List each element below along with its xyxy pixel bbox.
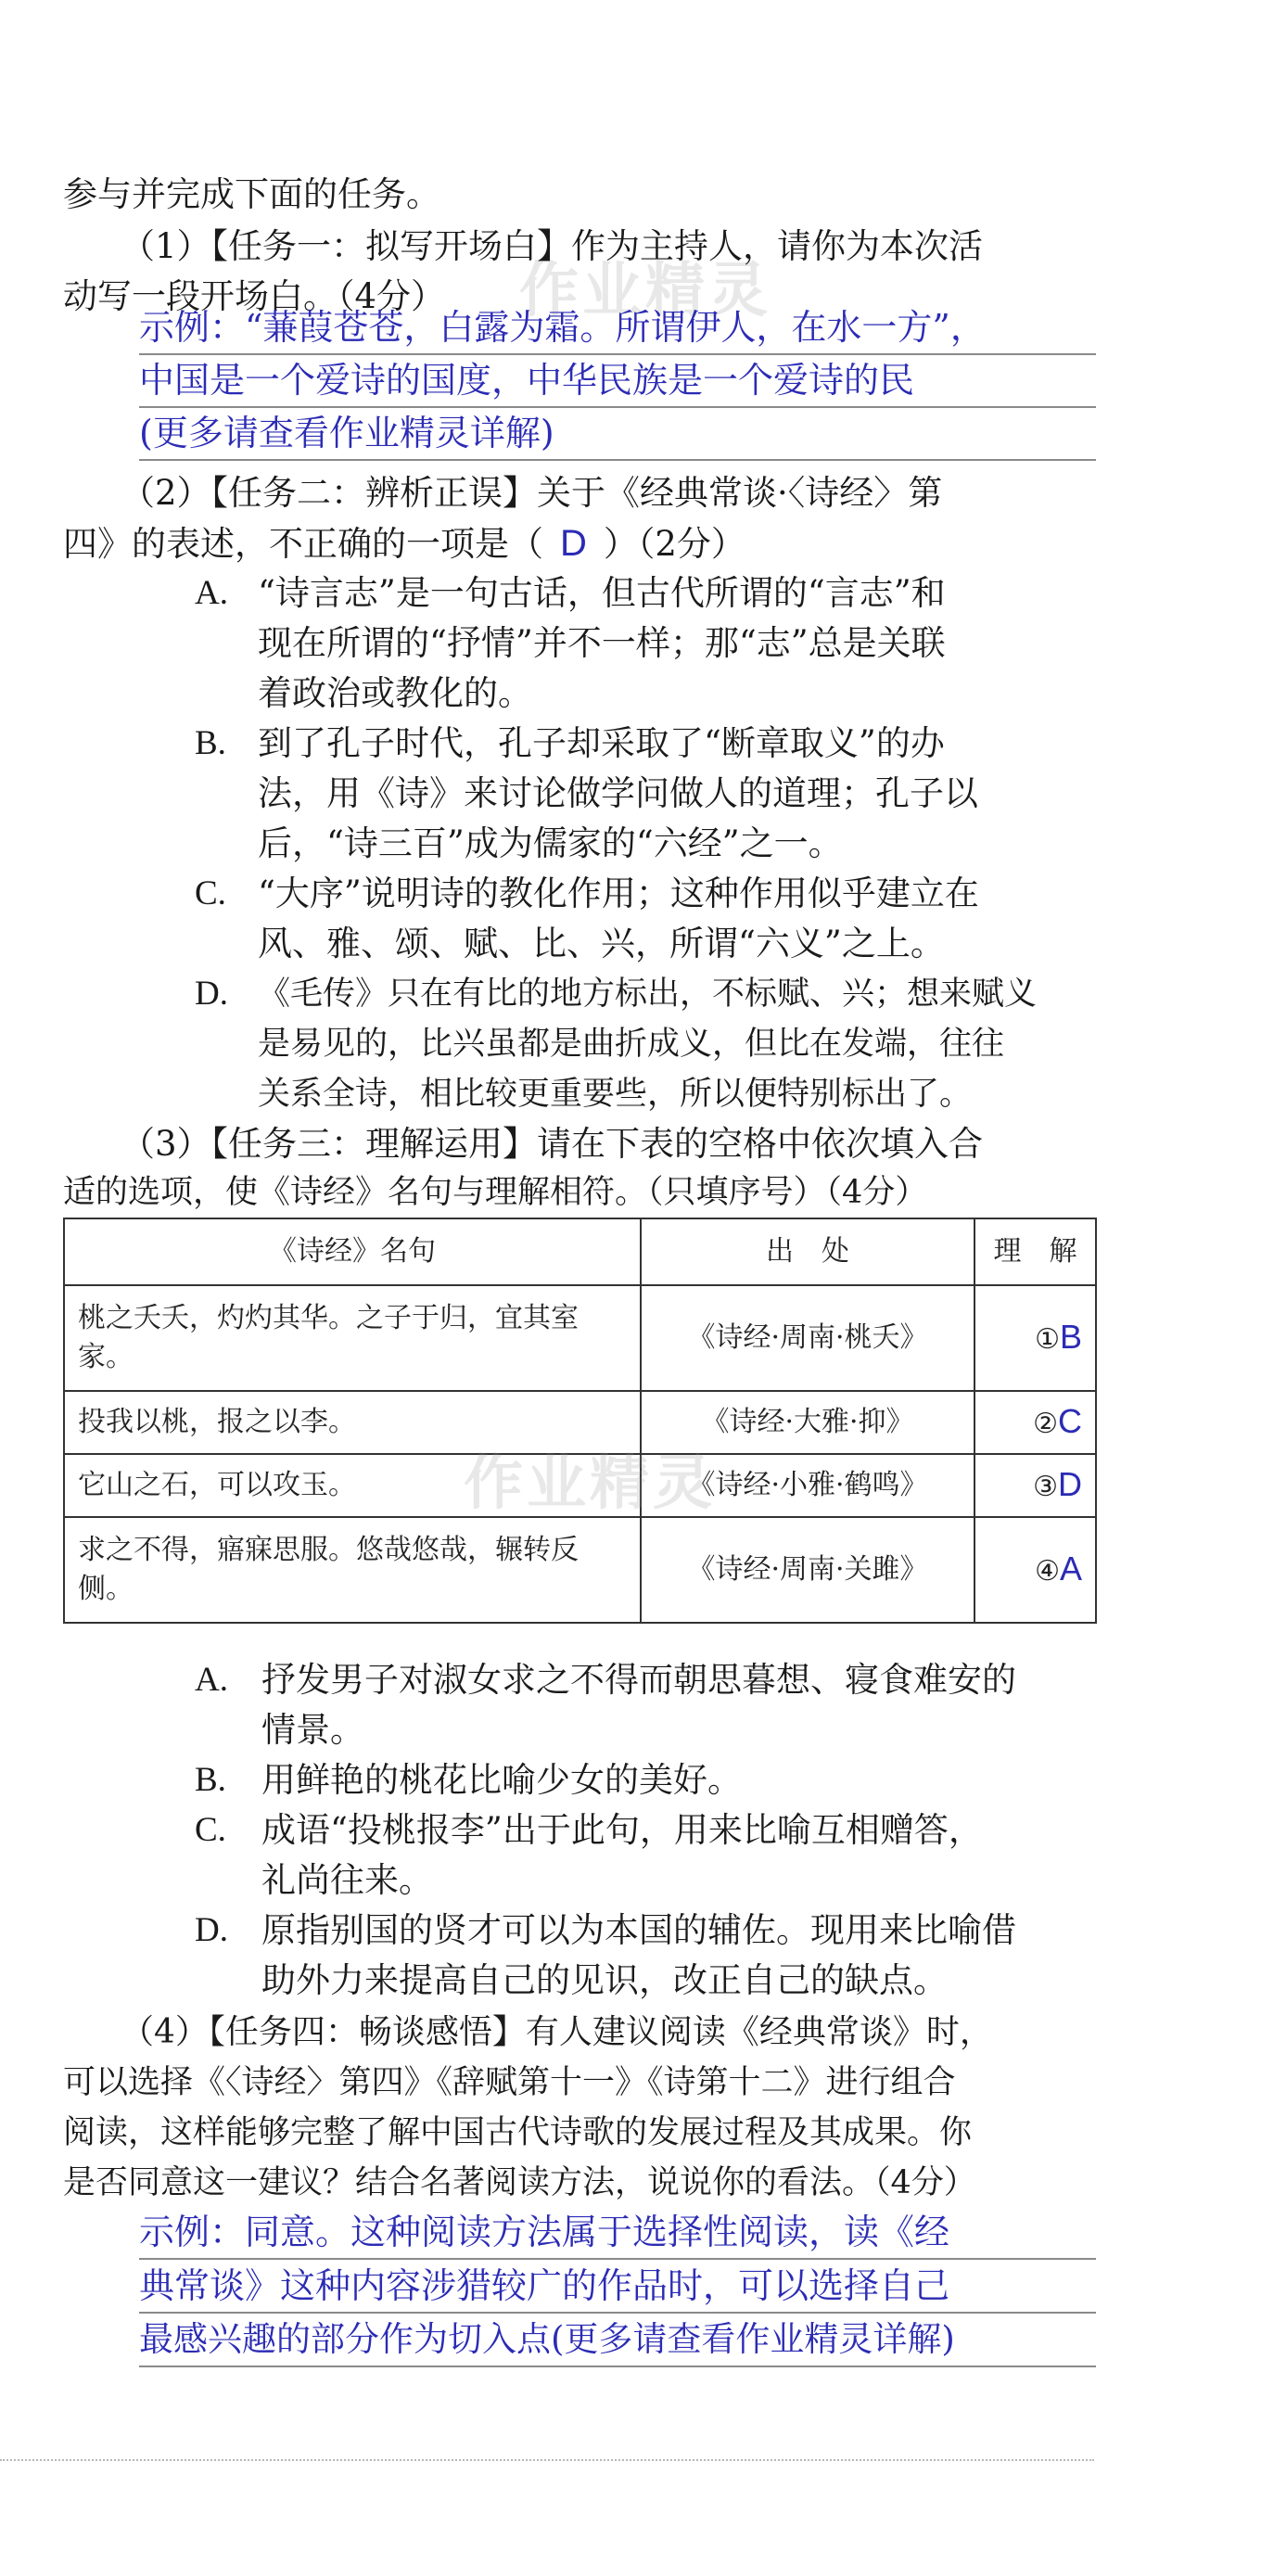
task2-option-a-label: A. — [195, 574, 228, 612]
understanding-cell — [974, 1391, 1096, 1454]
task3-option-b-line: 用鲜艳的桃花比喻少女的美好。 — [261, 1760, 742, 1800]
understanding-cell — [974, 1285, 1096, 1391]
task2-option-a-line: 现在所谓的“抒情”并不一样；那“志”总是关联 — [258, 623, 946, 663]
task3-option-b-label: B. — [195, 1761, 226, 1799]
task4-prompt-line: 是否同意这一建议？结合名著阅读方法，说说你的看法。（4分） — [63, 2164, 976, 2201]
task2-score: ）（2分） — [603, 524, 745, 564]
table-header-row — [64, 1218, 1096, 1285]
task2-option-d-line: 关系全诗，相比较更重要些，所以便特别标出了。 — [258, 1076, 973, 1113]
blank-number: ② — [1033, 1407, 1058, 1440]
source-cell: 《诗经·小雅·鹤鸣》 — [641, 1454, 974, 1517]
task2-option-d-label: D. — [195, 975, 228, 1013]
task3-option-c-label: C. — [195, 1811, 226, 1849]
dotted-divider — [0, 2459, 1094, 2461]
task3-option-c-line: 礼尚往来。 — [261, 1860, 433, 1900]
source-cell: 《诗经·大雅·抑》 — [641, 1391, 974, 1454]
table-header: 理 解 — [974, 1218, 1096, 1285]
task2-option-d-line: 《毛传》只在有比的地方标出，不标赋、兴；想来赋义 — [258, 976, 1038, 1013]
intro-text: 参与并完成下面的任务。 — [63, 174, 440, 214]
task3-option-d-line: 助外力来提高自己的见识，改正自己的缺点。 — [261, 1960, 948, 2000]
verse-cell: 桃之夭夭，灼灼其华。之子于归，宜其室家。 — [64, 1285, 641, 1391]
task2-option-a-line: “诗言志”是一句古话，但古代所谓的“言志”和 — [258, 573, 946, 613]
filled-answer: B — [1059, 1317, 1082, 1356]
table-row — [64, 1454, 1096, 1517]
source-cell: 《诗经·周南·关雎》 — [641, 1517, 974, 1623]
filled-answer: D — [1058, 1464, 1082, 1503]
watermark: 作业精灵 — [464, 1449, 716, 1518]
understanding-cell — [974, 1517, 1096, 1623]
task3-option-d-label: D. — [195, 1911, 228, 1949]
table-header: 出 处 — [641, 1218, 974, 1285]
task3-option-d-line: 原指别国的贤才可以为本国的辅佐。现用来比喻借 — [261, 1910, 1016, 1950]
blank-number: ③ — [1033, 1470, 1058, 1503]
task3-option-a-line: 情景。 — [261, 1710, 364, 1750]
understanding-cell — [974, 1454, 1096, 1517]
task4-prompt-line: 可以选择《〈诗经〉第四》《辞赋第十一》《诗第十二》进行组合 — [63, 2064, 956, 2101]
task3-option-c-line: 成语“投桃报李”出于此句，用来比喻互相赠答， — [261, 1810, 983, 1850]
task2-option-d-line: 是易见的，比兴虽都是曲折成义，但比在发端，往往 — [258, 1026, 1005, 1063]
task2-prompt-text: 四》的表述，不正确的一项是（ — [63, 524, 543, 564]
filled-answer: C — [1058, 1401, 1082, 1440]
verse-cell: 投我以桃，报之以李。 — [64, 1391, 641, 1454]
task4-answer-line: 典常谈》这种内容涉猎较广的作品时，可以选择自己 — [139, 2263, 1096, 2314]
task3-prompt-line1: （3）【任务三：理解运用】请在下表的空格中依次填入合 — [121, 1124, 984, 1164]
table-row — [64, 1517, 1096, 1623]
task1-prompt-line2: 动写一段开场白。（4分） — [63, 276, 446, 316]
table-row — [64, 1391, 1096, 1454]
task2-prompt-line2 — [63, 521, 745, 567]
task1-answer-line: (更多请查看作业精灵详解) — [139, 410, 1096, 461]
table-row — [64, 1285, 1096, 1391]
task3-option-a-label: A. — [195, 1661, 228, 1699]
task2-option-a-line: 着政治或教化的。 — [258, 673, 532, 713]
task2-option-c-label: C. — [195, 874, 226, 912]
verse-cell: 它山之石，可以攻玉。 — [64, 1454, 641, 1517]
task1-prompt-line1: （1）【任务一：拟写开场白】作为主持人，请你为本次活 — [121, 226, 984, 266]
task1-answer-line: 中国是一个爱诗的国度，中华民族是一个爱诗的民 — [139, 357, 1096, 408]
task2-option-b-label: B. — [195, 724, 226, 762]
table-header: 《诗经》名句 — [64, 1218, 641, 1285]
poem-table — [63, 1218, 1097, 1624]
task3-prompt-line2: 适的选项，使《诗经》名句与理解相符。（只填序号）（4分） — [63, 1174, 928, 1211]
task4-prompt-line: 阅读，这样能够完整了解中国古代诗歌的发展过程及其成果。你 — [63, 2114, 973, 2151]
task2-option-c-line: “大序”说明诗的教化作用；这种作用似乎建立在 — [258, 874, 979, 913]
task4-answer-line: 最感兴趣的部分作为切入点(更多请查看作业精灵详解) — [139, 2316, 1096, 2367]
blank-number: ① — [1035, 1322, 1060, 1356]
task1-answer-line: 示例：“蒹葭苍苍，白露为霜。所谓伊人，在水一方”， — [139, 304, 1096, 355]
filled-answer: A — [1059, 1549, 1082, 1588]
task4-prompt-line: （4）【任务四：畅谈感悟】有人建议阅读《经典常谈》时， — [121, 2013, 993, 2051]
task2-answer: D — [560, 523, 587, 564]
blank-number: ④ — [1035, 1554, 1060, 1588]
task4-answer-line: 示例：同意。这种阅读方法属于选择性阅读，读《经 — [139, 2209, 1096, 2260]
task2-prompt-line1: （2）【任务二：辨析正误】关于《经典常谈·〈诗经〉第 — [121, 473, 943, 513]
task2-option-c-line: 风、雅、颂、赋、比、兴，所谓“六义”之上。 — [258, 924, 945, 963]
task2-option-b-line: 到了孔子时代，孔子却采取了“断章取义”的办 — [258, 723, 945, 763]
watermark: 作业精灵 — [519, 257, 771, 325]
source-cell: 《诗经·周南·桃夭》 — [641, 1285, 974, 1391]
verse-cell: 求之不得，寤寐思服。悠哉悠哉，辗转反侧。 — [64, 1517, 641, 1623]
task2-option-b-line: 后，“诗三百”成为儒家的“六经”之一。 — [258, 823, 843, 863]
task3-option-a-line: 抒发男子对淑女求之不得而朝思暮想、寝食难安的 — [261, 1660, 1016, 1700]
task2-option-b-line: 法，用《诗》来讨论做学问做人的道理；孔子以 — [258, 773, 978, 813]
